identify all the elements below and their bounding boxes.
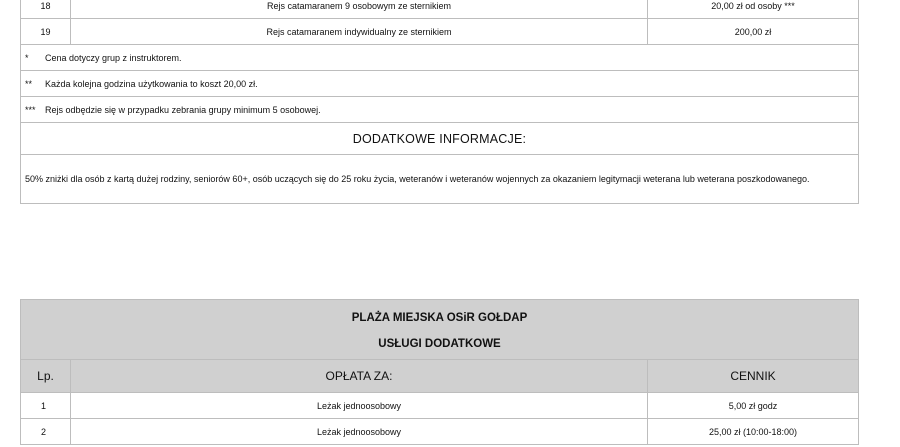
footnote-mark: **	[25, 78, 33, 89]
footnote-row	[21, 45, 859, 71]
footnote-mark: *	[25, 52, 29, 63]
row-number: 2	[21, 419, 71, 445]
service-price: 20,00 zł od osoby ***	[648, 0, 859, 19]
table-row	[21, 419, 859, 445]
service-name: Leżak jednoosobowy	[71, 419, 648, 445]
footnote	[21, 97, 859, 123]
header-name: OPŁATA ZA:	[71, 360, 648, 393]
service-price: 200,00 zł	[648, 19, 859, 45]
footnote	[21, 71, 859, 97]
additional-info-row	[21, 155, 859, 204]
service-name: Rejs catamaranem 9 osobowym ze sternikiem	[71, 0, 648, 19]
header-lp: Lp.	[21, 360, 71, 393]
table-title-row	[21, 300, 859, 360]
additional-info-heading: DODATKOWE INFORMACJE:	[21, 123, 859, 155]
service-price: 5,00 zł godz	[648, 393, 859, 419]
additional-info-text: 50% zniżki dla osób z kartą dużej rodziny, seniorów 60+, osób uczących się do 25 roku życia, weteranów i weteranów wojennych za okazaniem legitymacji weterana lub weterana poszkodowanego.	[21, 155, 859, 204]
row-number: 19	[21, 19, 71, 45]
beach-title: PLAŻA MIEJSKA OSiR GOŁDAP	[351, 311, 528, 324]
beach-services-table	[20, 299, 859, 445]
footnote-row	[21, 97, 859, 123]
beach-subtitle: USŁUGI DODATKOWE	[378, 337, 501, 350]
table-header-row	[21, 360, 859, 393]
row-number: 1	[21, 393, 71, 419]
footnote	[21, 45, 859, 71]
row-number: 18	[21, 0, 71, 19]
table-row	[21, 0, 859, 19]
footnote-text: Cena dotyczy grup z instruktorem.	[45, 52, 182, 63]
footnote-row	[21, 71, 859, 97]
footnote-text: Rejs odbędzie się w przypadku zebrania grupy minimum 5 osobowej.	[45, 104, 321, 115]
footnote-mark: ***	[25, 104, 36, 115]
service-name: Rejs catamaranem indywidualny ze sternikiem	[71, 19, 648, 45]
table-row	[21, 393, 859, 419]
table-title	[21, 300, 859, 360]
additional-info-heading-row	[21, 123, 859, 155]
table-row	[21, 19, 859, 45]
footnote-text: Każda kolejna godzina użytkowania to koszt 20,00 zł.	[45, 78, 258, 89]
header-price: CENNIK	[648, 360, 859, 393]
service-name: Leżak jednoosobowy	[71, 393, 648, 419]
pricing-table-continued	[20, 0, 859, 204]
service-price: 25,00 zł (10:00-18:00)	[648, 419, 859, 445]
